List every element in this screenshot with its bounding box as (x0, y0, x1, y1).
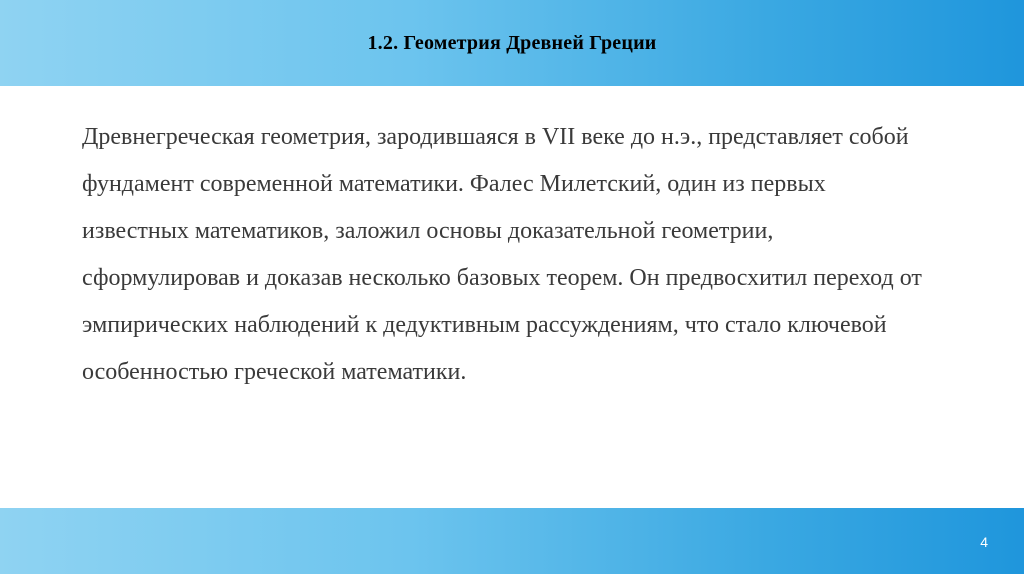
slide-body-text (82, 114, 982, 396)
footer-band (0, 508, 1024, 574)
body-line: Древнегреческая геометрия, зародившаяся в VII веке до н.э., представляет собой (82, 124, 909, 150)
body-line: известных математиков, заложил основы доказательной геометрии, (82, 218, 774, 244)
body-line: фундамент современной математики. Фалес Милетский, один из первых (82, 171, 826, 197)
body-line: особенностью греческой математики. (82, 359, 467, 385)
page-number: 4 (980, 534, 988, 550)
slide-title: 1.2. Геометрия Древней Греции (367, 31, 657, 54)
body-line: эмпирических наблюдений к дедуктивным рассуждениям, что стало ключевой (82, 312, 887, 338)
body-line: сформулировав и доказав несколько базовых теорем. Он предвосхитил переход от (82, 265, 922, 291)
